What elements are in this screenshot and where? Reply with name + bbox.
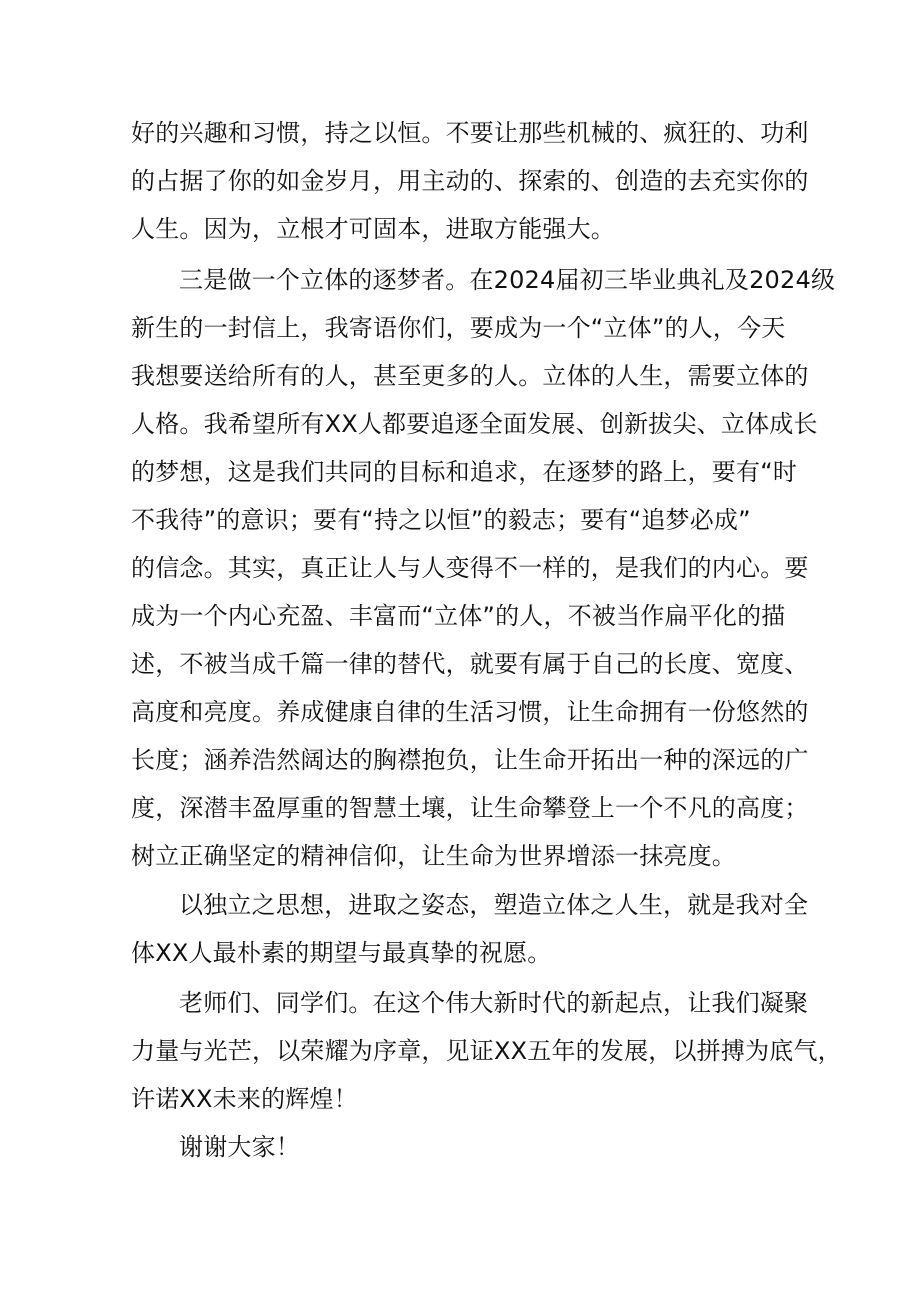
paragraph-start-line: 三是做一个立体的逐梦者。在2024届初三毕业典礼及2024级 xyxy=(179,266,836,294)
text-line: 好的兴趣和习惯，持之以恒。不要让那些机械的、疯狂的、功利 xyxy=(131,119,809,147)
text-line: 的梦想，这是我们共同的目标和追求，在逐梦的路上，要有“时 xyxy=(131,458,798,486)
closing-line: 谢谢大家！ xyxy=(179,1133,300,1161)
text-line: 的信念。其实，真正让人与人变得不一样的，是我们的内心。要 xyxy=(131,554,809,582)
text-line: 树立正确坚定的精神信仰，让生命为世界增添一抹亮度。 xyxy=(131,842,736,870)
text-line: 长度；涵养浩然阔达的胸襟抱负，让生命开拓出一种的深远的广 xyxy=(131,746,809,774)
paragraph-start-line: 老师们、同学们。在这个伟大新时代的新起点，让我们凝聚 xyxy=(179,989,809,1017)
paragraph-start-line: 以独立之思想，进取之姿态，塑造立体之人生，就是我对全 xyxy=(179,891,809,919)
text-line: 的占据了你的如金岁月，用主动的、探索的、创造的去充实你的 xyxy=(131,167,809,195)
text-line: 人生。因为，立根才可固本，进取方能强大。 xyxy=(131,215,615,243)
text-line: 许诺XX未来的辉煌！ xyxy=(131,1085,358,1113)
text-line: 述，不被当成千篇一律的替代，就要有属于自己的长度、宽度、 xyxy=(131,650,809,678)
text-line: 体XX人最朴素的期望与最真挚的祝愿。 xyxy=(131,939,552,967)
text-line: 度，深潜丰盈厚重的智慧土壤，让生命攀登上一个不凡的高度； xyxy=(131,794,809,822)
text-line: 人格。我希望所有XX人都要追逐全面发展、创新拔尖、立体成长 xyxy=(131,410,818,438)
text-line: 高度和亮度。养成健康自律的生活习惯，让生命拥有一份悠然的 xyxy=(131,698,809,726)
text-line: 力量与光芒，以荣耀为序章，见证XX五年的发展，以拼搏为底气， xyxy=(131,1037,842,1065)
text-line: 我想要送给所有的人，甚至更多的人。立体的人生，需要立体的 xyxy=(131,362,809,390)
text-line: 新生的一封信上，我寄语你们，要成为一个“立体”的人，今天 xyxy=(131,314,786,342)
text-line: 成为一个内心充盈、丰富而“立体”的人，不被当作扁平化的描 xyxy=(131,602,786,630)
text-line: 不我待”的意识；要有“持之以恒”的毅志；要有“追梦必成” xyxy=(131,506,751,534)
